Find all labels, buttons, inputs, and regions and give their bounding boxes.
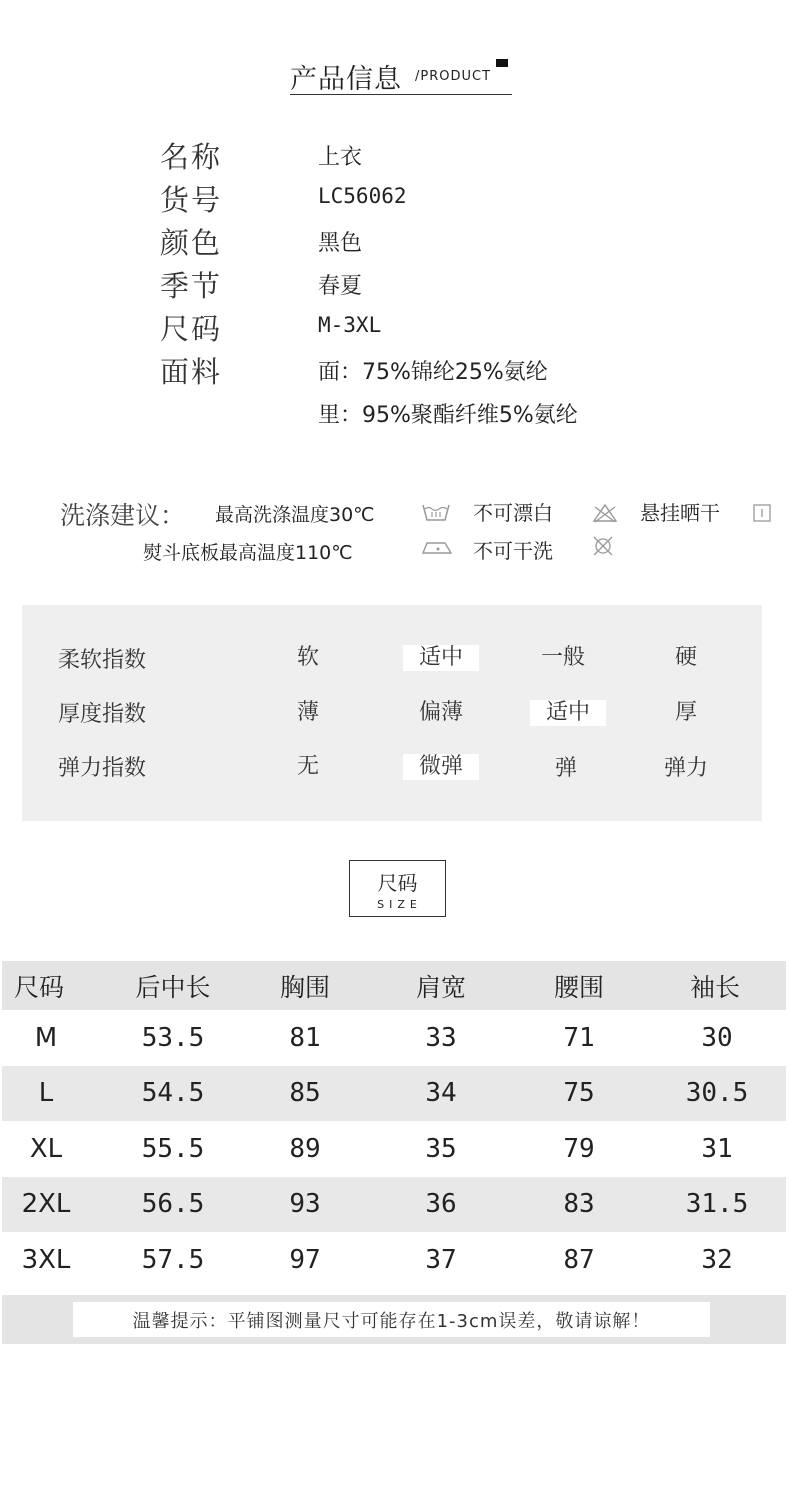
table-header-cell: 腰围 (553, 972, 604, 1002)
table-cell: 56.5 (141, 1189, 205, 1220)
no-dry-clean-text: 不可干洗 (473, 539, 553, 563)
table-cell: 55.5 (141, 1133, 205, 1164)
table-cell: 30 (701, 1022, 733, 1053)
table-header-cell: 肩宽 (415, 972, 466, 1002)
table-row (2, 1177, 786, 1233)
no-dry-clean-icon (592, 535, 614, 557)
table-cell: 75 (563, 1078, 595, 1109)
fabric-index-panel (22, 605, 762, 821)
table-cell: 85 (289, 1078, 321, 1109)
table-cell: 81 (289, 1022, 321, 1053)
elasticity-option: 无 (296, 754, 319, 779)
table-cell: 87 (563, 1244, 595, 1275)
info-label-size: 尺码 (160, 312, 223, 346)
elasticity-option-selected: 微弹 (403, 754, 479, 780)
table-header-cell: 袖长 (689, 972, 740, 1002)
table-cell-size: 2XL (21, 1189, 71, 1220)
no-bleach-icon (592, 503, 618, 523)
info-value-sku: LC56062 (318, 184, 407, 208)
table-cell: 31 (701, 1133, 733, 1164)
table-cell: 83 (563, 1189, 595, 1220)
softness-option: 硬 (674, 645, 697, 670)
wash-title: 洗涤建议： (60, 501, 186, 530)
info-label-name: 名称 (160, 140, 223, 174)
table-row (2, 1232, 786, 1288)
iron-icon (421, 538, 453, 556)
hang-dry-icon (753, 504, 771, 522)
table-cell: 30.5 (685, 1078, 749, 1109)
table-cell: 33 (425, 1022, 457, 1053)
table-cell-size: XL (29, 1133, 63, 1164)
elasticity-label: 弹力指数 (58, 756, 147, 781)
table-header-row (2, 961, 786, 1010)
thickness-option-selected: 适中 (530, 700, 606, 726)
thickness-option: 厚 (674, 700, 697, 725)
table-cell: 54.5 (141, 1078, 205, 1109)
table-row (2, 1010, 786, 1066)
table-cell: 93 (289, 1189, 321, 1220)
no-bleach-text: 不可漂白 (473, 501, 553, 525)
table-cell: 31.5 (685, 1189, 749, 1220)
title-chinese: 产品信息 (290, 64, 402, 95)
title-decor-mark (496, 59, 508, 67)
size-table (2, 961, 786, 1288)
product-info-title (290, 55, 512, 95)
table-cell: 36 (425, 1189, 457, 1220)
table-row (2, 1121, 786, 1177)
table-cell: 37 (425, 1244, 457, 1275)
table-cell: 32 (701, 1244, 733, 1275)
info-value-size: M-3XL (318, 313, 382, 337)
measurement-note: 温馨提示：平铺图测量尺寸可能存在1-3cm误差，敬请谅解！ (73, 1302, 710, 1337)
thickness-option: 薄 (296, 700, 319, 725)
info-label-fabric: 面料 (160, 355, 223, 389)
iron-temp-text: 熨斗底板最高温度110℃ (143, 542, 353, 564)
table-cell-size: 3XL (21, 1244, 71, 1275)
thickness-option: 偏薄 (418, 700, 463, 725)
info-label-season: 季节 (160, 269, 223, 303)
size-heading-en: SIZE (377, 898, 422, 911)
info-value-name: 上衣 (318, 145, 363, 170)
wash-tub-icon (421, 501, 451, 523)
table-cell: 97 (289, 1244, 321, 1275)
table-cell-size: L (38, 1078, 54, 1109)
size-heading (349, 860, 446, 917)
table-cell-size: M (34, 1022, 58, 1053)
wash-temp-text: 最高洗涤温度30℃ (215, 504, 375, 526)
table-cell: 53.5 (141, 1022, 205, 1053)
info-value-fabric-outer: 面：75%锦纶25%氨纶 (318, 360, 548, 385)
table-header-cell: 胸围 (279, 972, 330, 1002)
table-cell: 71 (563, 1022, 595, 1053)
table-header-cell: 尺码 (13, 972, 64, 1002)
table-row (2, 1066, 786, 1122)
table-cell: 34 (425, 1078, 457, 1109)
table-cell: 57.5 (141, 1244, 205, 1275)
measurement-note-bar (2, 1295, 786, 1344)
elasticity-option: 弹 (554, 756, 577, 781)
table-header-cell: 后中长 (135, 972, 211, 1002)
table-cell: 79 (563, 1133, 595, 1164)
softness-option: 软 (296, 645, 319, 670)
softness-option: 一般 (540, 645, 585, 670)
hang-dry-text: 悬挂晒干 (640, 501, 720, 525)
thickness-label: 厚度指数 (58, 702, 147, 727)
softness-label: 柔软指数 (58, 648, 147, 673)
table-cell: 35 (425, 1133, 457, 1164)
softness-option-selected: 适中 (403, 645, 479, 671)
info-value-season: 春夏 (318, 274, 363, 299)
info-label-sku: 货号 (160, 183, 223, 217)
title-english: /PRODUCT (415, 69, 492, 84)
info-label-color: 颜色 (160, 226, 223, 260)
size-heading-cn: 尺码 (377, 871, 418, 895)
table-cell: 89 (289, 1133, 321, 1164)
info-value-color: 黑色 (318, 231, 363, 256)
elasticity-option: 弹力 (663, 756, 708, 781)
info-value-fabric-lining: 里：95%聚酯纤维5%氨纶 (318, 403, 578, 428)
